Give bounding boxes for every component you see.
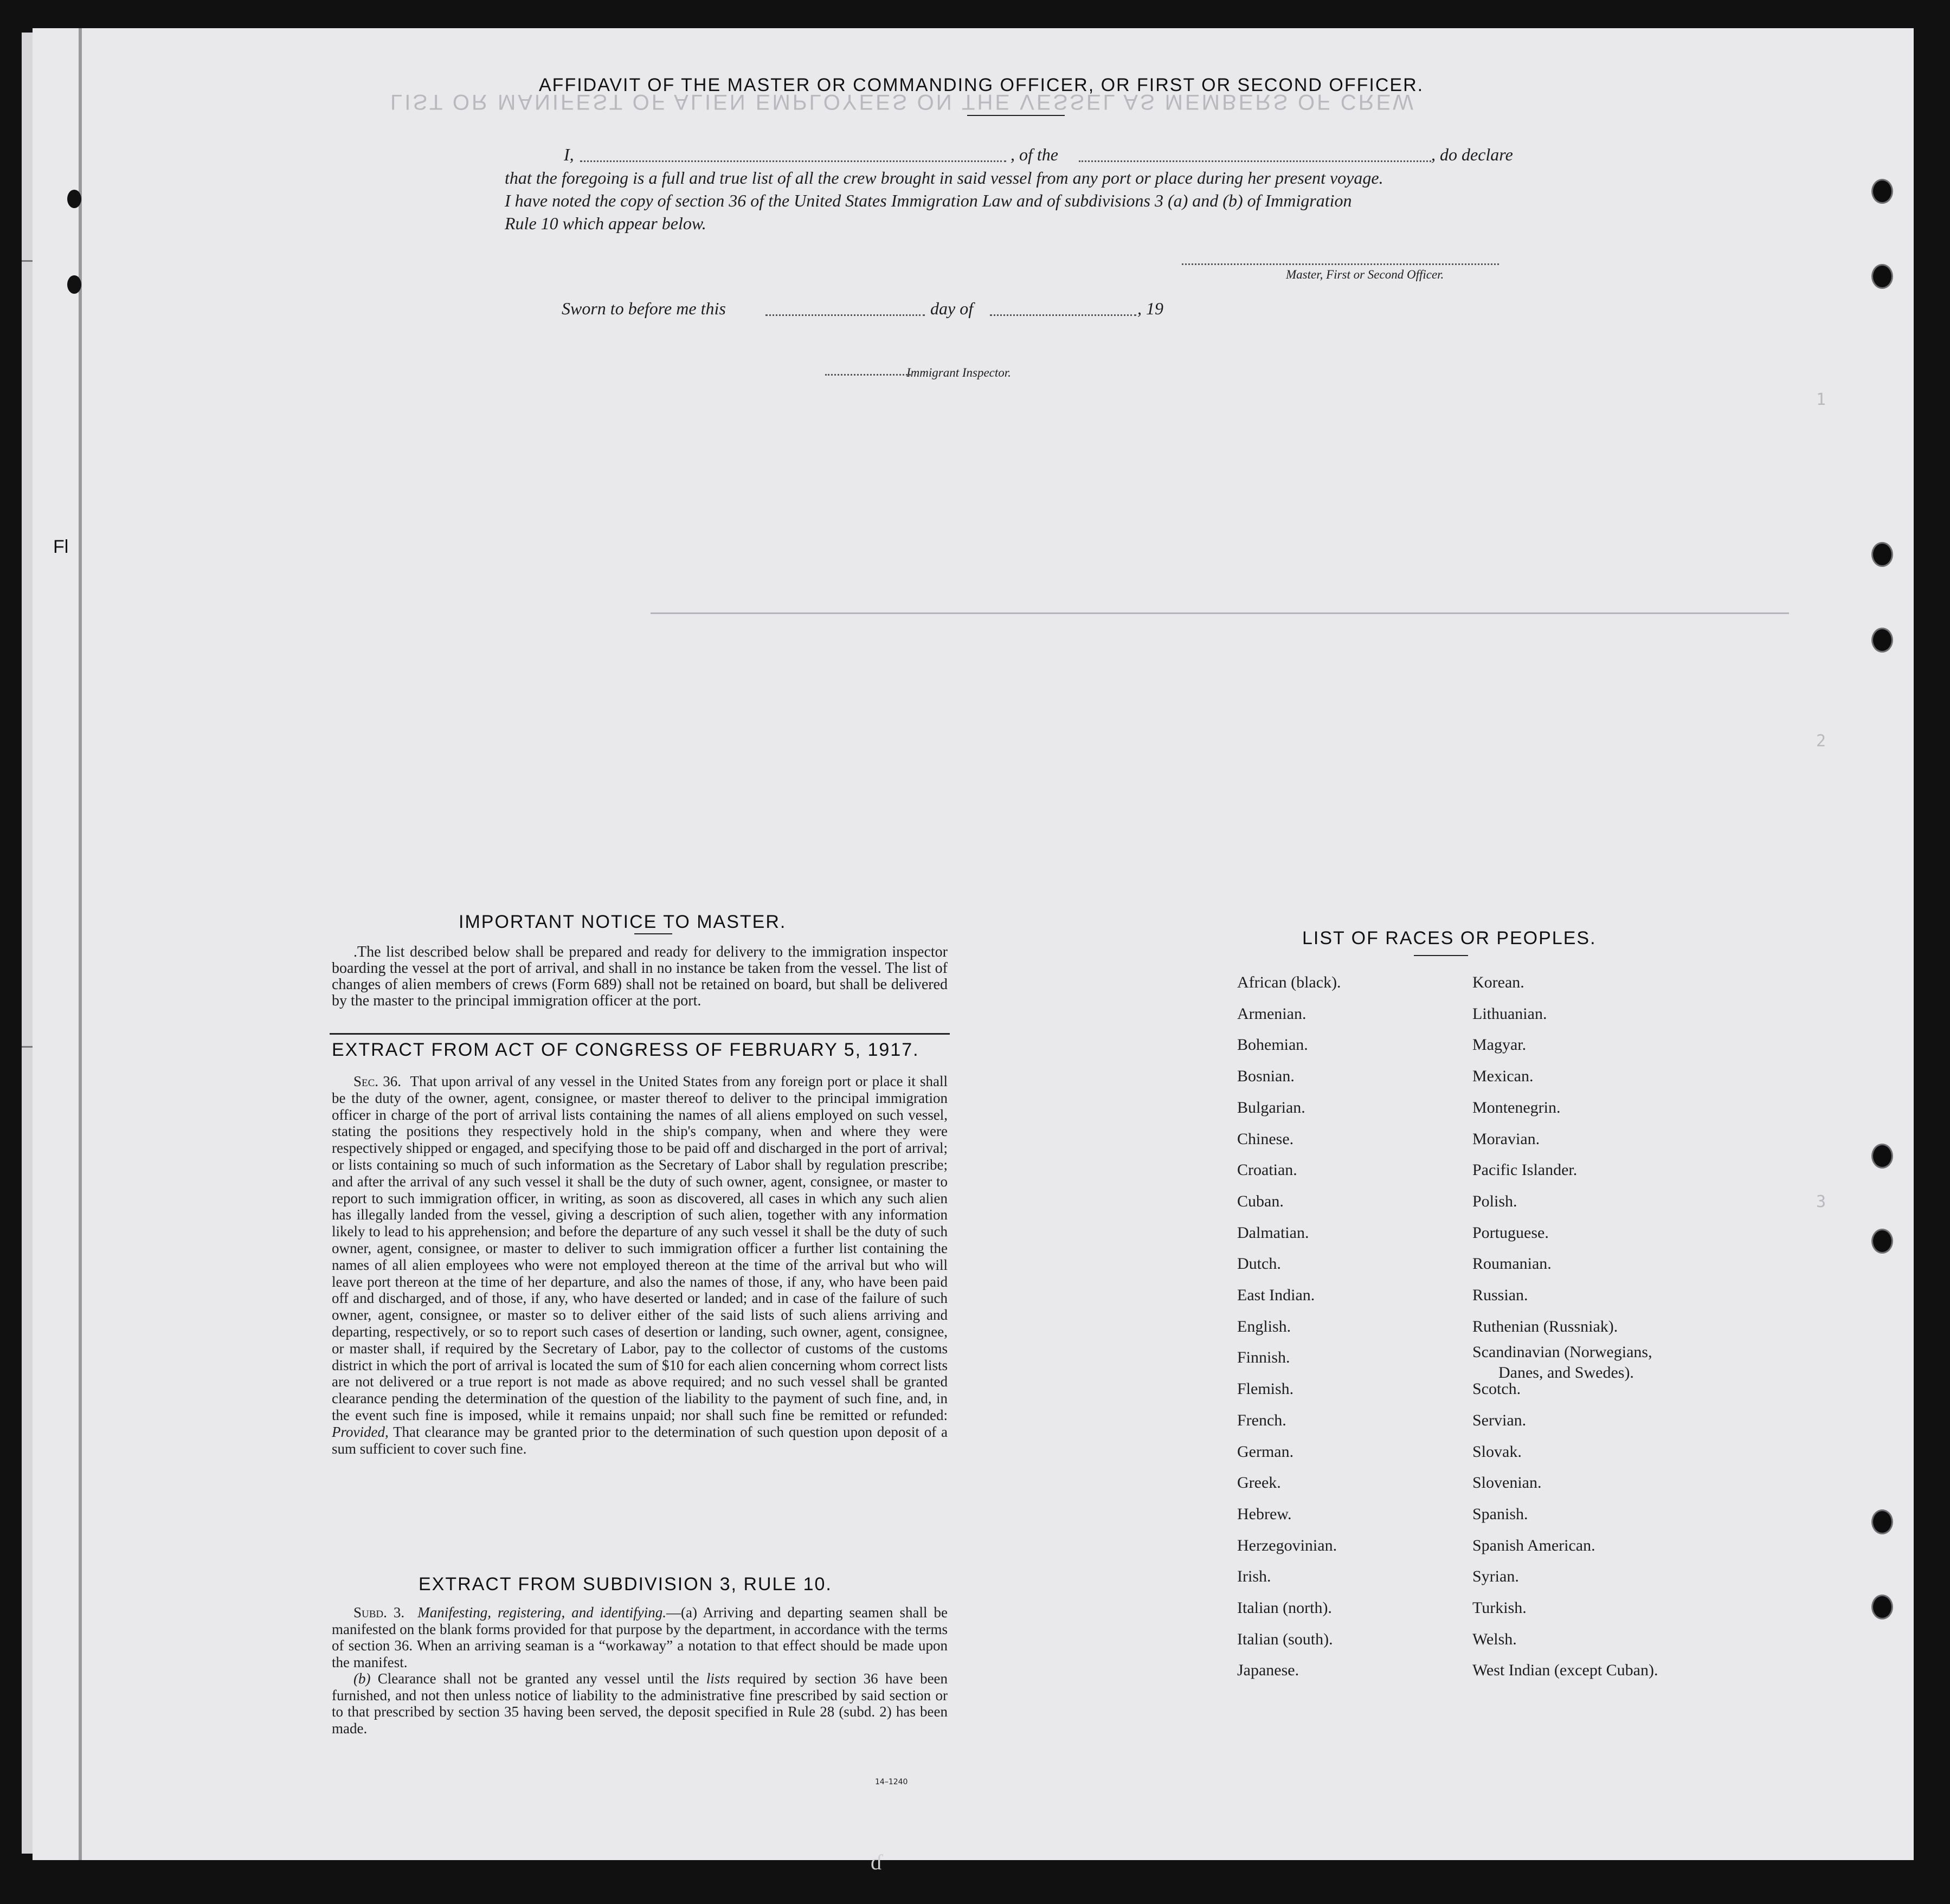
- race-item: Lithuanian.: [1472, 1004, 1547, 1023]
- race-item-continuation: Danes, and Swedes).: [1498, 1364, 1634, 1382]
- punch-hole: [1871, 264, 1893, 289]
- race-item: Korean.: [1472, 973, 1524, 991]
- race-item: Herzegovinian.: [1237, 1536, 1337, 1554]
- punch-hole: [1871, 1144, 1893, 1169]
- race-item: Russian.: [1472, 1286, 1528, 1304]
- race-item: Welsh.: [1472, 1630, 1517, 1648]
- act-title: EXTRACT FROM ACT OF CONGRESS OF FEBRUARY 5, 1917.: [332, 1040, 919, 1060]
- race-item: Italian (south).: [1237, 1630, 1333, 1648]
- affidavit-i: I,: [564, 145, 574, 164]
- page-edge: [79, 28, 82, 1860]
- race-item: Ruthenian (Russniak).: [1472, 1317, 1618, 1335]
- race-item: Portuguese.: [1472, 1223, 1549, 1242]
- notice-rule: [634, 933, 672, 934]
- rule-text: Subd. 3. Manifesting, registering, and identifying.—(a) Arriving and departing seamen shall be manifested on the blank forms provided for that purpose by the department, in accordance with the terms of section 36. When an arriving seaman is a “workaway” a notation to that effect should be made upon the manifest. (b) Clearance shall not be granted any vessel until the lists required by section 36 have been furnished, and not then unless notice of liability to the administrative fine prescribed by said section or to that prescribed by section 35 having been served, the deposit specified in Rule 28 (subd. 2) has been made.: [332, 1604, 948, 1737]
- affidavit-line2: that the foregoing is a full and true list of all the crew brought in said vessel from any port or place during her present voyage.: [505, 168, 1383, 188]
- race-item: Croatian.: [1237, 1161, 1297, 1179]
- margin-text: Fl: [53, 537, 69, 557]
- race-item: Spanish.: [1472, 1505, 1528, 1523]
- race-item: Flemish.: [1237, 1380, 1294, 1398]
- affidavit-line3: I have noted the copy of section 36 of the United States Immigration Law and of subdivisions 3 (a) and (b) of Immigration: [505, 191, 1352, 210]
- punch-hole: [1871, 1229, 1893, 1254]
- affidavit-title: AFFIDAVIT OF THE MASTER OR COMMANDING OFFICER, OR FIRST OR SECOND OFFICER.: [539, 75, 1424, 95]
- section-divider: [330, 1033, 950, 1035]
- race-item: Slovenian.: [1472, 1474, 1542, 1492]
- day-of-text: day of: [930, 299, 974, 318]
- race-item: Greek.: [1237, 1474, 1281, 1492]
- race-item: West Indian (except Cuban).: [1472, 1661, 1658, 1680]
- inspector-signature-blank[interactable]: [825, 374, 911, 376]
- races-title: LIST OF RACES OR PEOPLES.: [1302, 928, 1597, 948]
- sworn-day-blank[interactable]: [765, 314, 925, 316]
- punch-hole: [1871, 542, 1893, 567]
- master-name-blank[interactable]: [580, 160, 1006, 162]
- race-item: Finnish.: [1237, 1348, 1290, 1367]
- affidavit-line4: Rule 10 which appear below.: [505, 214, 706, 233]
- title-rule: [967, 115, 1065, 116]
- race-item: English.: [1237, 1317, 1291, 1335]
- punch-hole: [1871, 179, 1893, 204]
- punch-hole: [1871, 628, 1893, 653]
- race-item: Servian.: [1472, 1411, 1527, 1429]
- binder-hole: [67, 190, 81, 208]
- sworn-text: Sworn to before me this: [562, 299, 726, 318]
- race-item: Polish.: [1472, 1192, 1517, 1210]
- section-label: Sec. 36.: [353, 1073, 402, 1089]
- inspector-label: Immigrant Inspector.: [906, 366, 1011, 379]
- affidavit-of-the: , of the: [1011, 145, 1058, 164]
- rule-title: EXTRACT FROM SUBDIVISION 3, RULE 10.: [419, 1574, 832, 1595]
- race-item: Irish.: [1237, 1567, 1271, 1586]
- punch-hole: [1871, 1509, 1893, 1534]
- race-item: Armenian.: [1237, 1004, 1307, 1023]
- race-item: Magyar.: [1472, 1036, 1527, 1054]
- race-item: Scotch.: [1472, 1380, 1521, 1398]
- race-item: Bulgarian.: [1237, 1098, 1305, 1116]
- race-item: Italian (north).: [1237, 1599, 1332, 1617]
- race-item: Turkish.: [1472, 1599, 1527, 1617]
- race-item: Hebrew.: [1237, 1505, 1292, 1523]
- scan-mark: ɗ: [871, 1850, 881, 1874]
- race-item: African (black).: [1237, 973, 1341, 991]
- race-item: Spanish American.: [1472, 1536, 1595, 1554]
- race-item: French.: [1237, 1411, 1286, 1429]
- punch-hole: [1871, 1595, 1893, 1619]
- bleed-through-text: 1: [1816, 390, 1826, 409]
- race-item: Moravian.: [1472, 1130, 1540, 1148]
- bleed-through-text: 3: [1816, 1192, 1826, 1211]
- race-item: Mexican.: [1472, 1067, 1534, 1086]
- race-item: Slovak.: [1472, 1442, 1522, 1461]
- sworn-month-blank[interactable]: [990, 314, 1136, 316]
- race-item: Scandinavian (Norwegians,: [1472, 1343, 1652, 1361]
- race-item: Pacific Islander.: [1472, 1161, 1578, 1179]
- act-text: Sec. 36. That upon arrival of any vessel in the United States from any foreign port or place it shall be the duty of the owner, agent, consignee, or master thereof to deliver to the principal immigration officer in charge of the port of arrival lists containing the names of all aliens employed on such vessel, stating the positions they respectively hold in the ship's company, when and where they were respectively shipped or engaged, and specifying those to be paid off and discharged in the port of arrival; or lists containing so much of such information as the Secretary of Labor shall by regulation prescribe; and after the arrival of any such vessel it shall be the duty of such owner, agent, consignee, or master to report to such immigration officer, in writing, as soon as discovered, all cases in which any such alien has illegally landed from the vessel, giving a description of such alien, together with any information likely to lead to his apprehension; and before the departure of any such vessel it shall be the duty of such owner, agent, consignee, or master to deliver to such immigration officer a further list containing the names of all alien employees who were not employed thereon at the time of the arrival but who will leave port thereon at the time of her departure, and also the names of those, if any, who have been paid off and discharged, and of those, if any, who have deserted or landed; and in case of the failure of such owner, agent, consignee, or master so to deliver either of the said lists of such aliens arriving and departing, respectively, or so to report such cases of desertion or landing, such owner, agent, consignee, or master shall, if required by the Secretary of Labor, pay to the collector of customs of the customs district in which the port of arrival is located the sum of $10 for each alien concerning whom correct lists are not delivered or a true report is not made as above required; and no such vessel shall be granted clearance pending the determination of the question of the liability to the payment of such fine, and, in the event such fine is imposed, while it remains unpaid; nor shall such fine be remitted or refunded: Provided, That clearance may be granted prior to the determination of such question upon deposit of a sum sufficient to cover such fine.: [332, 1073, 948, 1457]
- race-item: Chinese.: [1237, 1130, 1294, 1148]
- race-item: Roumanian.: [1472, 1255, 1552, 1273]
- year-text: , 19: [1137, 299, 1163, 318]
- races-rule: [1414, 955, 1468, 956]
- signature-blank[interactable]: [1182, 263, 1499, 265]
- form-number: 14–1240: [875, 1778, 908, 1786]
- race-item: Montenegrin.: [1472, 1098, 1561, 1116]
- race-item: Syrian.: [1472, 1567, 1519, 1586]
- race-item: Dutch.: [1237, 1255, 1281, 1273]
- race-item: Dalmatian.: [1237, 1223, 1309, 1242]
- vessel-name-blank[interactable]: [1079, 160, 1431, 162]
- notice-text: .The list described below shall be prepared and ready for delivery to the immigration inspector boarding the vessel at the port of arrival, and shall in no instance be taken from the vessel. The list of changes of alien members of crews (Form 689) shall not be retained on board, but shall be delivered by the master to the principal immigration officer at the port.: [332, 944, 948, 1009]
- bleed-through-text: LIST OR MANIFEST OF ALIEN EMPLOYEES ON THE VESSEL AS MEMBERS OF CREW: [390, 90, 1415, 114]
- race-item: East Indian.: [1237, 1286, 1315, 1304]
- race-item: Bohemian.: [1237, 1036, 1308, 1054]
- bleed-through-text: 2: [1816, 732, 1826, 751]
- race-item: German.: [1237, 1442, 1294, 1461]
- bleed-through-rule: [651, 612, 1789, 614]
- race-item: Japanese.: [1237, 1661, 1299, 1680]
- notice-title: IMPORTANT NOTICE TO MASTER.: [459, 912, 787, 932]
- signature-label: Master, First or Second Officer.: [1286, 268, 1444, 281]
- affidavit-declare: , do declare: [1431, 145, 1513, 164]
- binder-hole: [67, 275, 81, 294]
- race-item: Bosnian.: [1237, 1067, 1295, 1086]
- race-item: Cuban.: [1237, 1192, 1284, 1210]
